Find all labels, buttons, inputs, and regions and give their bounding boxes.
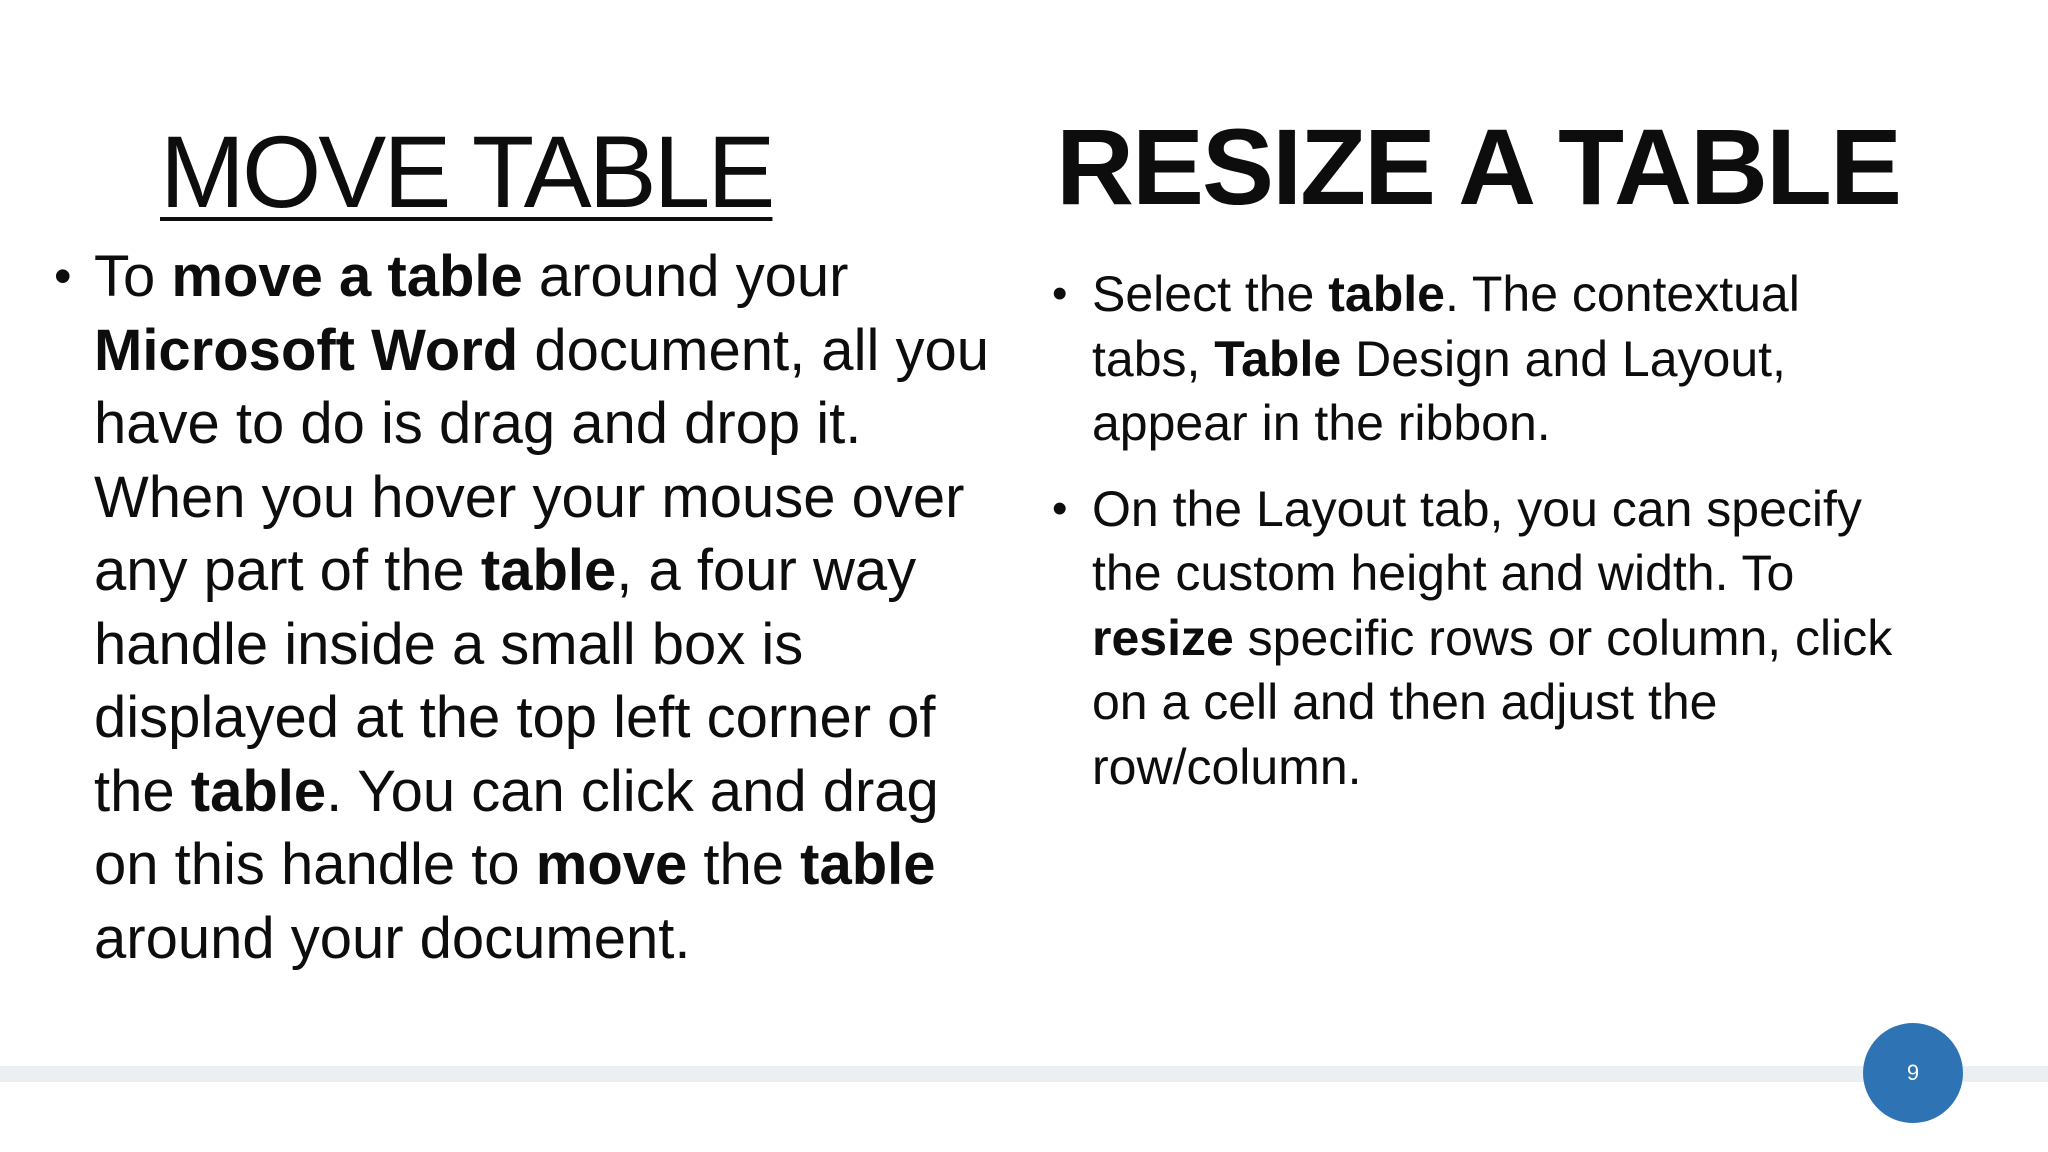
move-table-bullet-list bbox=[94, 240, 1014, 975]
move-table-title: MOVE TABLE bbox=[160, 115, 773, 229]
bullet-text bbox=[94, 244, 989, 971]
bold-text-segment: table bbox=[480, 538, 617, 603]
page-number-badge: 9 bbox=[1863, 1023, 1963, 1123]
text-segment: On the Layout tab, you can specify the custom height and width. To bbox=[1092, 480, 1862, 601]
text-segment: To bbox=[94, 244, 172, 309]
bold-text-segment: Microsoft Word bbox=[94, 317, 519, 383]
bullet-item bbox=[94, 240, 1014, 975]
text-segment: the bbox=[687, 832, 801, 897]
resize-table-bullet-list bbox=[1092, 262, 1912, 799]
resize-table-title: RESIZE A TABLE bbox=[1056, 106, 1901, 227]
text-segment: document, all you have to do is drag and drop it. When you hover your mouse over any part of the bbox=[94, 317, 989, 603]
bold-text-segment: move bbox=[535, 832, 688, 897]
bold-text-segment: Table bbox=[1214, 330, 1342, 387]
bullet-text bbox=[1092, 266, 1800, 451]
text-segment: Select the bbox=[1092, 266, 1329, 322]
text-segment: , a four way handle inside a small box is displayed at the top left corner of the bbox=[94, 538, 936, 824]
text-segment: . You can click and drag on this handle to bbox=[94, 758, 939, 897]
text-segment: specific rows or column, click on a cell and then adjust the row/column. bbox=[1092, 609, 1893, 795]
text-segment: around your document. bbox=[94, 905, 691, 971]
footer-band bbox=[0, 1066, 2048, 1082]
text-segment: . The contextual tabs, bbox=[1092, 266, 1800, 387]
bold-text-segment: table bbox=[800, 832, 936, 897]
bold-text-segment: table bbox=[190, 758, 327, 824]
bullet-text bbox=[1092, 481, 1892, 795]
bold-text-segment: table bbox=[1328, 266, 1445, 322]
text-segment: around your bbox=[522, 244, 849, 309]
text-segment: Design and Layout, appear in the ribbon. bbox=[1092, 330, 1786, 451]
bullet-item bbox=[1092, 477, 1912, 800]
bold-text-segment: move a table bbox=[171, 244, 523, 309]
bold-text-segment: resize bbox=[1092, 609, 1234, 666]
bullet-item bbox=[1092, 262, 1912, 456]
